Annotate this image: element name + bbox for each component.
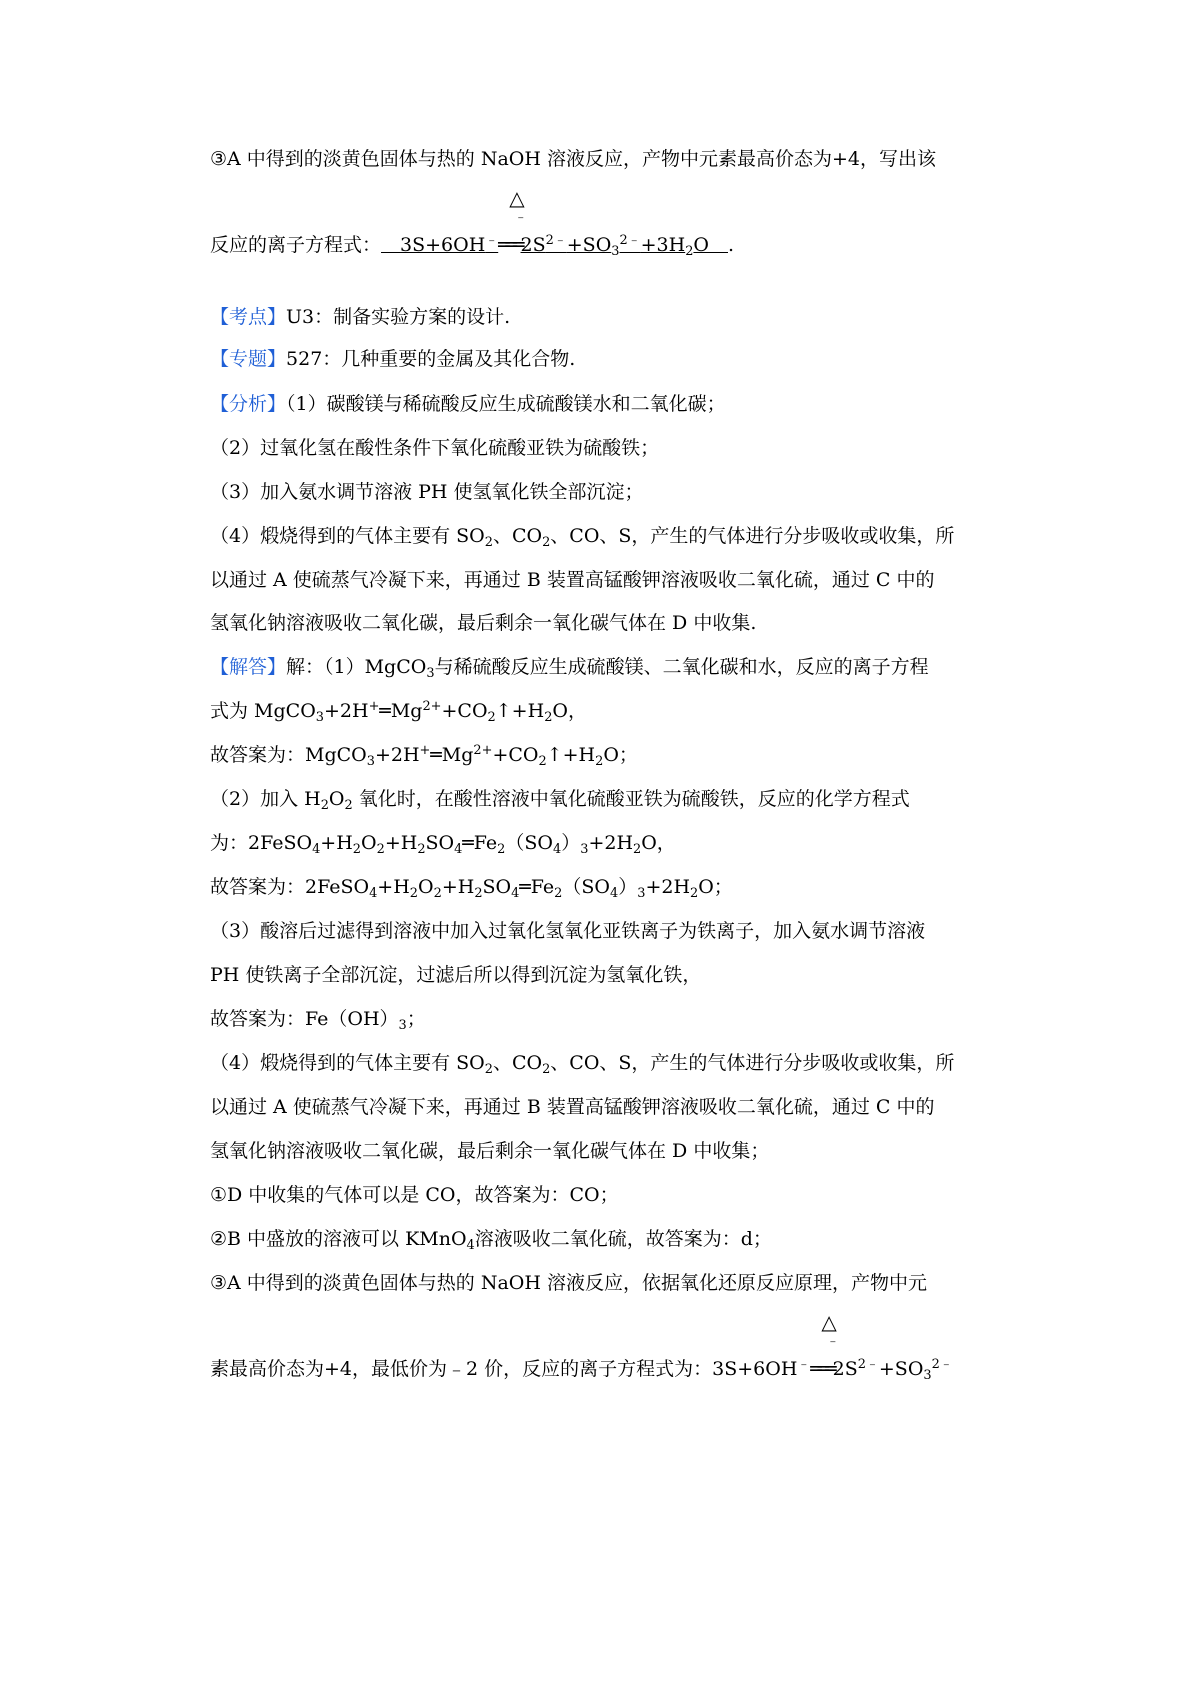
paragraph-line xyxy=(210,1006,426,1032)
text: +H xyxy=(384,832,418,854)
subscript: 2 xyxy=(344,797,353,813)
formula: +3H xyxy=(640,234,686,256)
text: （2）加入 H xyxy=(210,788,321,810)
subscript: 2 xyxy=(409,885,419,901)
text: O， xyxy=(641,832,676,854)
subscript: 2 xyxy=(633,841,642,857)
subscript: 3 xyxy=(923,1367,932,1383)
subscript: 3 xyxy=(426,665,435,681)
paragraph-line xyxy=(210,962,701,988)
paragraph-line xyxy=(210,698,587,724)
text: ； xyxy=(406,1008,426,1030)
subscript: 3 xyxy=(637,885,646,901)
formula: +SO xyxy=(566,234,612,256)
text: 式为 MgCO xyxy=(210,700,316,722)
paragraph-line xyxy=(210,1226,772,1252)
text: +2H xyxy=(324,700,369,722)
subscript: 2 xyxy=(433,885,442,901)
subscript: 2 xyxy=(542,1061,551,1077)
zhuanti-line xyxy=(210,346,575,372)
subscript: 2 xyxy=(690,885,699,901)
paragraph-line xyxy=(210,742,638,768)
blank-pad xyxy=(709,234,728,256)
formula: 2S xyxy=(520,234,546,256)
text: 故答案为：Fe（OH） xyxy=(210,1008,399,1030)
subscript: 2 xyxy=(484,1061,493,1077)
paragraph-line xyxy=(210,918,925,944)
text: （3）加入氨水调节溶液 PH 使氢氧化铁全部沉淀； xyxy=(210,481,644,503)
formula: 3S+6OH xyxy=(400,234,486,256)
subscript: 2 xyxy=(376,841,385,857)
minus-mark: ﹣ xyxy=(514,210,528,225)
subscript: 2 xyxy=(685,243,694,259)
blank-pad xyxy=(381,234,400,256)
text: 、CO、S，产生的气体进行分步吸收或收集，所 xyxy=(550,1052,955,1074)
subscript: 2 xyxy=(320,797,329,813)
text: （SO xyxy=(562,876,610,898)
text: ↑+H xyxy=(495,700,545,722)
period: . xyxy=(728,234,735,256)
paragraph-line xyxy=(210,435,659,461)
text: ═Fe xyxy=(462,832,498,854)
subscript: 4 xyxy=(609,885,619,901)
text: ） xyxy=(618,876,638,898)
equation-line xyxy=(210,1310,953,1383)
paragraph-line xyxy=(210,1138,769,1164)
text: 溶液吸收二氧化硫，故答案为：d； xyxy=(474,1228,772,1250)
subscript: 4 xyxy=(369,885,378,901)
text: 2S xyxy=(832,1358,858,1380)
text: O， xyxy=(552,700,587,722)
text: （3）酸溶后过滤得到溶液中加入过氧化氢氧化亚铁离子为铁离子，加入氨水调节溶液 xyxy=(210,920,926,942)
paragraph-line xyxy=(210,830,676,856)
paragraph-line xyxy=(210,1094,934,1120)
text: （2）过氧化氢在酸性条件下氧化硫酸亚铁为硫酸铁； xyxy=(210,437,660,459)
paragraph-line xyxy=(210,610,756,636)
text: （1）碳酸镁与稀硫酸反应生成硫酸镁水和二氧化碳； xyxy=(286,393,726,415)
superscript: 2﹣ xyxy=(931,1356,953,1372)
text: U3：制备实验方案的设计. xyxy=(286,306,511,328)
text: 氢氧化钠溶液吸收二氧化碳，最后剩余一氧化碳气体在 D 中收集； xyxy=(210,1140,770,1162)
text: 素最高价态为+4，最低价为﹣2 价，反应的离子方程式为：3S+6OH xyxy=(210,1358,798,1380)
text: （4）煅烧得到的气体主要有 SO xyxy=(210,1052,485,1074)
kaodian-line xyxy=(210,304,510,330)
jieda-line xyxy=(210,654,929,680)
subscript: 2 xyxy=(554,885,563,901)
paragraph-line xyxy=(210,1182,619,1208)
subscript: 2 xyxy=(487,709,496,725)
text: 与稀硫酸反应生成硫酸镁、二氧化碳和水，反应的离子方程 xyxy=(434,656,929,678)
text: PH 使铁离子全部沉淀，过滤后所以得到沉淀为氢氧化铁， xyxy=(210,964,702,986)
minus-mark: ﹣ xyxy=(826,1334,840,1349)
subscript: 4 xyxy=(466,1237,475,1253)
text: SO xyxy=(425,832,455,854)
subscript: 4 xyxy=(511,885,520,901)
subscript: 3 xyxy=(580,841,589,857)
answer-blank xyxy=(381,234,498,256)
subscript: 4 xyxy=(454,841,463,857)
subscript: 3 xyxy=(398,1017,407,1033)
answer-blank xyxy=(520,232,728,259)
text: ═Fe xyxy=(519,876,555,898)
subscript: 2 xyxy=(352,841,362,857)
heat-delta-icon: △ xyxy=(821,1310,837,1334)
text: 反应的离子方程式： xyxy=(210,234,382,256)
text: 、CO xyxy=(492,525,543,547)
text: +2H xyxy=(645,876,691,898)
text: （4）煅烧得到的气体主要有 SO xyxy=(210,525,485,547)
text: ③A 中得到的淡黄色固体与热的 NaOH 溶液反应，依据氧化还原反应原理，产物中元 xyxy=(210,1272,927,1294)
text: 527：几种重要的金属及其化合物. xyxy=(286,348,576,370)
text: O xyxy=(361,832,377,854)
superscript: 2﹣ xyxy=(545,232,567,248)
superscript: ﹣ xyxy=(797,1356,811,1372)
text: 故答案为：2FeSO xyxy=(210,876,370,898)
reaction-arrow xyxy=(810,1310,840,1382)
subscript: 2 xyxy=(417,841,426,857)
superscript: 2+ xyxy=(422,698,442,714)
text: +SO xyxy=(878,1358,924,1380)
subscript: 2 xyxy=(595,753,604,769)
formula: O xyxy=(693,234,709,256)
paragraph-line xyxy=(210,479,644,505)
paragraph-line xyxy=(210,1050,954,1076)
text: 以通过 A 使硫蒸气冷凝下来，再通过 B 装置高锰酸钾溶液吸收二氧化硫，通过 C 中的 xyxy=(210,1096,935,1118)
text: ①D 中收集的气体可以是 CO，故答案为：CO； xyxy=(210,1184,619,1206)
paragraph-line xyxy=(210,523,954,549)
reaction-arrow xyxy=(498,186,528,258)
text: 为：2FeSO xyxy=(210,832,313,854)
subscript: 4 xyxy=(552,841,562,857)
subscript: 2 xyxy=(542,534,551,550)
equation-line xyxy=(210,186,735,259)
text: O xyxy=(328,788,345,810)
text: 故答案为：MgCO xyxy=(210,744,367,766)
text: ↑+H xyxy=(546,744,596,766)
text: +H xyxy=(377,876,410,898)
superscript: + xyxy=(419,742,431,758)
text: +2H xyxy=(374,744,420,766)
text: ②B 中盛放的溶液可以 KMnO xyxy=(210,1228,467,1250)
fenxi-tag: 【分析】 xyxy=(210,393,287,415)
text: +H xyxy=(441,876,475,898)
text: 解：（1）MgCO xyxy=(286,656,427,678)
paragraph-line xyxy=(210,146,936,172)
arrow-line: ═══ xyxy=(810,1358,833,1380)
zhuanti-tag: 【专题】 xyxy=(210,348,287,370)
subscript: 4 xyxy=(312,841,321,857)
superscript: 2﹣ xyxy=(857,1356,879,1372)
text: O xyxy=(418,876,434,898)
jieda-tag: 【解答】 xyxy=(210,656,287,678)
text: +2H xyxy=(588,832,634,854)
paragraph-line xyxy=(210,1270,927,1296)
text: 以通过 A 使硫蒸气冷凝下来，再通过 B 装置高锰酸钾溶液吸收二氧化硫，通过 C 中的 xyxy=(210,569,935,591)
superscript: 2+ xyxy=(473,742,493,758)
paragraph-line xyxy=(210,874,733,900)
heat-delta-icon: △ xyxy=(509,186,525,210)
subscript: 2 xyxy=(497,841,506,857)
superscript: ﹣ xyxy=(485,232,499,248)
text: O； xyxy=(603,744,638,766)
paragraph-line xyxy=(210,786,910,812)
superscript: 2﹣ xyxy=(619,232,641,248)
arrow-line: ═══ xyxy=(498,234,521,256)
text: ③A 中得到的淡黄色固体与热的 NaOH 溶液反应，产物中元素最高价态为+4，写出该 xyxy=(210,148,936,170)
text: +CO xyxy=(441,700,488,722)
text: O； xyxy=(698,876,733,898)
subscript: 3 xyxy=(315,709,324,725)
text: 、CO xyxy=(492,1052,543,1074)
subscript: 3 xyxy=(611,243,620,259)
subscript: 3 xyxy=(366,753,375,769)
subscript: 2 xyxy=(538,753,547,769)
text: （SO xyxy=(505,832,553,854)
text: ） xyxy=(561,832,581,854)
text: ═Mg xyxy=(379,700,423,722)
text: SO xyxy=(482,876,512,898)
paragraph-line xyxy=(210,567,934,593)
text: 氧化时，在酸性溶液中氧化硫酸亚铁为硫酸铁，反应的化学方程式 xyxy=(352,788,910,810)
subscript: 2 xyxy=(484,534,493,550)
superscript: + xyxy=(368,698,380,714)
text: +H xyxy=(320,832,353,854)
text: 氢氧化钠溶液吸收二氧化碳，最后剩余一氧化碳气体在 D 中收集. xyxy=(210,612,757,634)
text: +CO xyxy=(492,744,539,766)
subscript: 2 xyxy=(544,709,553,725)
kaodian-tag: 【考点】 xyxy=(210,306,287,328)
subscript: 2 xyxy=(474,885,483,901)
fenxi-line xyxy=(210,391,726,417)
text: ═Mg xyxy=(430,744,474,766)
text: 、CO、S，产生的气体进行分步吸收或收集，所 xyxy=(550,525,955,547)
